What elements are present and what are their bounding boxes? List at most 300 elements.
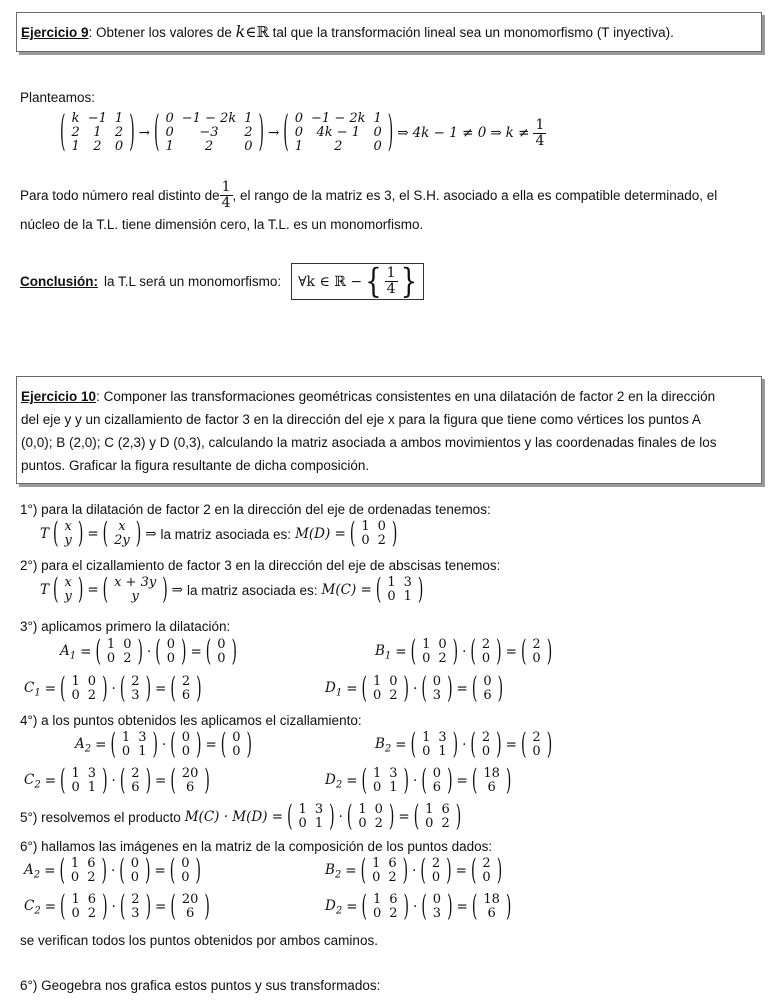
matrix-cell: 2	[87, 906, 97, 921]
matrix-cell: 2	[438, 651, 447, 666]
paragraph-rank-a: Para todo número real distinto de	[20, 188, 220, 203]
matrix-cell: 1	[87, 780, 97, 795]
matrix-cell: 3	[131, 906, 140, 921]
matrix-cell: 2	[441, 816, 450, 831]
math-in: ∈	[245, 23, 257, 41]
step-1-text: 1°) para la dilatación de factor 2 en la dirección del eje de ordenadas tenemos:	[20, 502, 491, 517]
equals: =	[155, 773, 167, 789]
paren-right: )	[258, 109, 264, 157]
matrix	[346, 800, 395, 834]
arrow: →	[138, 125, 150, 141]
implies: ⇒	[171, 582, 183, 598]
implies: ⇒	[397, 125, 409, 141]
matrix	[220, 728, 252, 762]
matrix-cell: 1	[387, 575, 396, 590]
paren-right: )	[455, 800, 462, 834]
paren-left: (	[102, 573, 109, 607]
paren-left: (	[102, 517, 109, 551]
matrix-cell: 0	[121, 744, 131, 759]
matrix-cell: 0	[232, 730, 241, 745]
paren-left: (	[170, 728, 176, 762]
matrix-cell: 1	[358, 802, 367, 817]
equals: =	[155, 681, 167, 697]
matrix	[170, 764, 210, 798]
paren-left: (	[59, 854, 65, 888]
matrix-cell: 1	[121, 730, 131, 745]
matrix-cell: 0	[217, 637, 226, 652]
matrix-cell: 6	[487, 780, 496, 795]
matrix	[119, 672, 152, 706]
matrix	[170, 672, 202, 706]
paren-right: )	[204, 764, 210, 798]
matrix-cell: 0	[438, 637, 447, 652]
matrix	[53, 517, 84, 551]
equals: =	[205, 737, 217, 753]
matrix-body	[478, 638, 494, 666]
exercise-10-line-1: : Componer las transformaciones geométricas consistentes en una dilatación de factor 2 en la dirección	[96, 389, 716, 404]
matrix	[421, 890, 453, 924]
matrix-cell: 1	[425, 802, 434, 817]
matrix-cell: 6	[185, 906, 195, 921]
matrix	[283, 109, 394, 157]
conclusion-row	[20, 263, 424, 300]
equals: =	[87, 582, 99, 598]
matrix-cell: 1	[314, 816, 324, 831]
exercise-10-line-4: puntos. Graficar la figura resultante de dicha composición.	[21, 458, 370, 473]
matrix-cell: 1	[70, 856, 80, 871]
dot: ·	[413, 899, 418, 915]
paren-right: )	[195, 854, 201, 888]
matrix-cell: 1	[372, 856, 381, 871]
matrix	[53, 573, 84, 607]
matrix-cell: −1	[87, 111, 107, 126]
paren-left: (	[119, 890, 126, 924]
paren-left: (	[375, 573, 382, 607]
matrix-cell: 1	[372, 674, 382, 689]
paren-right: )	[77, 573, 84, 607]
matrix-cell: 0	[130, 870, 139, 885]
paren-right: )	[497, 672, 504, 706]
paren-left: (	[421, 890, 427, 924]
matrix-cell: 0	[425, 816, 434, 831]
matrix	[361, 672, 410, 706]
step-6-text: 6°) hallamos las imágenes en la matriz de la composición de los puntos dados:	[20, 839, 493, 854]
matrix-cell: 0	[482, 870, 491, 885]
matrix-cell: 2	[532, 637, 541, 652]
matrix-body	[213, 638, 229, 666]
matrix-body	[478, 731, 494, 759]
dot: ·	[413, 773, 418, 789]
paren-left: (	[170, 890, 176, 924]
matrix-cell: 1	[422, 637, 431, 652]
matrix-cell: 2	[481, 730, 491, 745]
matrix-cell: 0	[87, 674, 97, 689]
matrix-body	[68, 893, 101, 921]
matrix-cell: 20	[181, 766, 199, 781]
dot: ·	[111, 773, 116, 789]
paren-left: (	[287, 800, 293, 834]
matrix-body	[127, 767, 143, 795]
paren-left: (	[471, 672, 478, 706]
matrix-cell: 0	[70, 870, 80, 885]
matrix-body	[67, 112, 127, 154]
matrix-body	[161, 112, 256, 154]
equals: =	[505, 737, 517, 753]
exercise-9-label: Ejercicio 9	[21, 25, 89, 40]
matrix-cell: 1	[71, 766, 80, 781]
matrix-cell: 0	[181, 730, 190, 745]
matrix-body	[295, 803, 328, 831]
matrix-body	[429, 893, 445, 921]
matrix-cell: 2	[244, 125, 253, 140]
paren-right: )	[496, 728, 502, 762]
matrix-body	[177, 857, 193, 885]
paren-right: )	[446, 854, 452, 888]
paren-left: (	[60, 672, 66, 706]
paren-right: )	[546, 728, 553, 762]
subscript: 1	[335, 687, 343, 699]
paren-right: )	[452, 635, 459, 669]
assoc-text: la matriz asociada es:	[186, 582, 318, 598]
point-name: $A_2$	[75, 735, 92, 755]
verify-text: se verifican todos los puntos obtenidos por ambos caminos.	[20, 933, 378, 948]
matrix-cell: 0	[294, 125, 304, 140]
subscript: 2	[335, 905, 343, 917]
matrix-cell: 1	[373, 111, 382, 126]
matrix-body	[178, 675, 194, 703]
subscript: 2	[34, 905, 41, 917]
matrix-cell: 0	[481, 651, 491, 666]
subscript: 2	[384, 743, 392, 755]
matrix	[413, 800, 462, 834]
paren-left: (	[349, 517, 356, 551]
paren-left: (	[205, 635, 212, 669]
matrix-cell: 0	[422, 744, 431, 759]
matrix-cell: 4k − 1	[316, 125, 361, 140]
matrix	[205, 635, 237, 669]
equals: =	[87, 526, 99, 542]
exercise-10-line-3: (0,0); B (2,0); C (2,3) y D (0,3), calculando la matriz asociada a ambos movimientos y las coordenadas finales de los	[21, 435, 717, 450]
matrix-cell: 0	[532, 744, 541, 759]
matrix-cell: 0	[71, 688, 80, 703]
paren-left: (	[346, 800, 353, 834]
paren-right: )	[496, 854, 503, 888]
equals: =	[456, 681, 468, 697]
frac-den-2: 4	[386, 281, 396, 297]
paren-right: )	[246, 728, 252, 762]
condition-k: k ≠	[505, 125, 530, 141]
matrix-cell: 6	[181, 688, 191, 703]
matrix-cell: 0	[114, 139, 124, 154]
equals: =	[95, 737, 107, 753]
matrix-cell: 0	[217, 651, 226, 666]
dot: ·	[111, 681, 116, 697]
frac-num-2: 1	[386, 265, 396, 281]
paren-right: )	[447, 672, 453, 706]
paren-right: )	[102, 672, 108, 706]
exercise-9-text: : Obtener los valores de	[88, 25, 236, 40]
matrix-cell: 3	[389, 766, 398, 781]
matrix-cell: 0	[431, 870, 441, 885]
matrix-cell: −1 − 2k	[311, 111, 366, 126]
matrix-cell: y	[64, 533, 72, 548]
matrix-cell: 0	[483, 674, 492, 689]
matrix	[60, 890, 108, 924]
dot: ·	[412, 863, 417, 879]
matrix-cell: 2	[71, 125, 80, 140]
matrix-cell: 0	[532, 651, 541, 666]
matrix-cell: 0	[123, 637, 132, 652]
matrix-body	[127, 893, 143, 921]
paragraph-rank	[20, 180, 717, 211]
matrix-body	[354, 803, 387, 831]
paren-left: (	[470, 728, 476, 762]
matrix-cell: 1	[93, 125, 102, 140]
matrix-body	[60, 520, 75, 548]
matrix-body	[110, 520, 134, 548]
subscript: 2	[84, 743, 92, 755]
paren-left: (	[421, 764, 427, 798]
matrix-cell: 0	[71, 906, 80, 921]
point-name: $C_2$	[24, 771, 41, 791]
equals: =	[456, 899, 468, 915]
point-name: $A_2$	[24, 861, 41, 881]
paren-right: )	[195, 728, 202, 762]
paren-right: )	[231, 635, 237, 669]
matrix-cell: 1	[138, 744, 147, 759]
brace-left: {	[365, 262, 382, 301]
matrix-name: M(D) =	[295, 526, 346, 542]
step-7-text: 6°) Geogebra nos grafica estos puntos y sus transformados:	[20, 978, 381, 993]
matrix-body	[528, 731, 544, 759]
matrix-cell: 1	[71, 139, 80, 154]
conclusion-text: la T.L será un monomorfismo:	[104, 274, 282, 289]
matrix-cell: x + 3y	[114, 575, 157, 590]
paren-right: )	[391, 517, 398, 551]
paren-right: )	[387, 109, 394, 157]
paren-right: )	[137, 635, 143, 669]
frac-den: 4	[221, 195, 231, 211]
matrix-cell: 0	[372, 688, 382, 703]
matrix-body	[478, 857, 494, 885]
dot: ·	[146, 644, 152, 660]
equals: =	[456, 773, 468, 789]
step-3-row-b	[375, 635, 553, 669]
matrix-cell: 1	[106, 637, 116, 652]
paren-left: (	[283, 109, 289, 157]
matrix-cell: 0	[244, 139, 253, 154]
matrix-cell: y	[64, 589, 72, 604]
forall-expression: ∀k ∈ ℝ −	[298, 273, 363, 290]
matrix	[153, 109, 264, 157]
arrow: →	[267, 125, 280, 141]
matrix-cell: 0	[372, 780, 382, 795]
fraction-one-quarter-2	[385, 266, 398, 297]
matrix	[361, 764, 410, 798]
dot: ·	[110, 863, 116, 879]
matrix	[360, 854, 409, 888]
matrix-cell: 6	[87, 892, 97, 907]
matrix-cell: 2	[334, 139, 343, 154]
paren-left: (	[361, 764, 367, 798]
matrix-cell: 0	[373, 125, 382, 140]
matrix	[60, 672, 108, 706]
paren-right: )	[101, 854, 107, 888]
matrix-cell: 2	[131, 766, 140, 781]
equals: =	[44, 899, 57, 915]
equals: =	[395, 737, 407, 753]
matrix	[471, 890, 512, 924]
brace-right: }	[400, 262, 418, 301]
matrix-cell: 3	[138, 730, 147, 745]
matrix-cell: 1	[294, 139, 304, 154]
point-name: $B_2$	[375, 735, 392, 755]
matrix-cell: 6	[487, 906, 496, 921]
matrix-cell: 2	[532, 730, 541, 745]
exercise-9-box	[16, 12, 762, 52]
paren-left: (	[169, 854, 176, 888]
equals: =	[505, 644, 517, 660]
paren-right: )	[144, 854, 151, 888]
dot: ·	[462, 644, 467, 660]
paren-right: )	[403, 764, 410, 798]
paren-left: (	[520, 728, 527, 762]
matrix-reduction-row	[60, 109, 546, 157]
dot: ·	[161, 737, 167, 753]
step-3-text: 3°) aplicamos primero la dilatación:	[20, 619, 231, 634]
fraction	[533, 118, 546, 149]
matrix-cell: 6	[185, 780, 195, 795]
matrix-body	[368, 857, 401, 885]
paren-right: )	[452, 728, 459, 762]
matrix-body	[479, 893, 504, 921]
matrix-cell: 0	[166, 637, 175, 652]
equals: =	[155, 899, 167, 915]
matrix-cell: 0	[181, 870, 190, 885]
matrix-cell: 0	[374, 802, 383, 817]
matrix-cell: 2	[114, 125, 124, 140]
paren-left: (	[220, 728, 227, 762]
matrix-body	[429, 767, 445, 795]
paren-right: )	[447, 764, 453, 798]
matrix	[349, 517, 398, 551]
paren-right: )	[145, 764, 152, 798]
exercise-10-label: Ejercicio 10	[21, 389, 97, 404]
matrix-cell: 0	[372, 906, 382, 921]
transform-T: T	[40, 582, 50, 598]
step-5-text: 5°) resolvemos el producto	[20, 809, 181, 825]
paren-right: )	[329, 800, 335, 834]
paren-left: (	[410, 635, 417, 669]
paren-left: (	[421, 672, 427, 706]
matrix-body	[68, 675, 101, 703]
matrix-cell: 0	[166, 651, 175, 666]
step-2-equation	[40, 573, 424, 607]
matrix-cell: 18	[483, 766, 500, 781]
paren-left: (	[153, 109, 160, 157]
matrix-cell: 0	[377, 519, 386, 534]
matrix-body	[127, 675, 143, 703]
matrix-cell: 2	[204, 139, 214, 154]
matrix-cell: 0	[181, 744, 190, 759]
matrix-cell: 0	[432, 674, 442, 689]
matrix	[421, 764, 453, 798]
matrix-cell: 0	[358, 816, 367, 831]
paren-right: )	[135, 517, 142, 551]
matrix-cell: −3	[199, 125, 219, 140]
paren-left: (	[470, 635, 476, 669]
matrix	[361, 890, 410, 924]
matrix-cell: 0	[294, 111, 304, 126]
step-6-row-c	[24, 890, 210, 924]
paren-left: (	[410, 728, 417, 762]
matrix-cell: 0	[165, 111, 174, 126]
condition: 4k − 1 ≠ 0	[412, 125, 487, 141]
matrix-body	[68, 767, 101, 795]
paren-left: (	[119, 672, 126, 706]
matrix-body	[369, 675, 402, 703]
step-5-equation	[20, 800, 462, 834]
matrix-cell: 1	[71, 892, 80, 907]
matrix-cell: −1 − 2k	[181, 111, 237, 126]
equals: =	[190, 644, 202, 660]
paren-left: (	[361, 890, 367, 924]
matrix	[375, 573, 424, 607]
plantear-text: Planteamos:	[20, 90, 96, 105]
paragraph-kernel: núcleo de la T.L. tiene dimensión cero, la T.L. es un monomorfismo.	[20, 217, 424, 232]
paren-right: )	[180, 635, 187, 669]
matrix-cell: 2	[374, 816, 383, 831]
paren-left: (	[60, 890, 66, 924]
equals: =	[398, 809, 410, 825]
matrix-cell: 0	[181, 856, 190, 871]
paragraph-rank-b: , el rango de la matriz es 3, el S.H. asociado a ella es compatible determinado, el	[232, 188, 718, 203]
matrix-cell: 6	[131, 780, 140, 795]
paren-left: (	[361, 672, 367, 706]
matrix-cell: 3	[438, 730, 447, 745]
matrix-cell: 0	[361, 533, 370, 548]
matrix	[471, 764, 512, 798]
paren-right: )	[496, 635, 502, 669]
equals: =	[44, 681, 57, 697]
dot: ·	[413, 681, 418, 697]
matrix	[119, 890, 152, 924]
matrix-cell: 0	[372, 870, 381, 885]
matrix-cell: 0	[387, 589, 396, 604]
matrix-cell: 1	[438, 744, 447, 759]
matrix-cell: 1	[114, 111, 124, 126]
matrix-cell: 6	[432, 780, 442, 795]
paren-right: )	[403, 672, 410, 706]
equals: =	[346, 773, 358, 789]
point-name: $C_1$	[24, 679, 41, 699]
subscript: 2	[33, 869, 41, 881]
matrix-body	[528, 638, 544, 666]
exercise-10-box	[16, 376, 762, 484]
matrix-cell: 1	[372, 766, 382, 781]
equals: =	[346, 899, 358, 915]
paren-left: (	[60, 764, 66, 798]
conclusion-label: Conclusión:	[20, 274, 98, 289]
assoc-text: la matriz asociada es:	[160, 526, 292, 542]
matrix-cell: 3	[432, 906, 442, 921]
step-3-row-c	[24, 672, 202, 706]
paren-right: )	[77, 517, 84, 551]
matrix-cell: 0	[432, 892, 442, 907]
matrix	[102, 573, 168, 607]
matrix-cell: 0	[165, 125, 174, 140]
matrix-body	[357, 520, 390, 548]
